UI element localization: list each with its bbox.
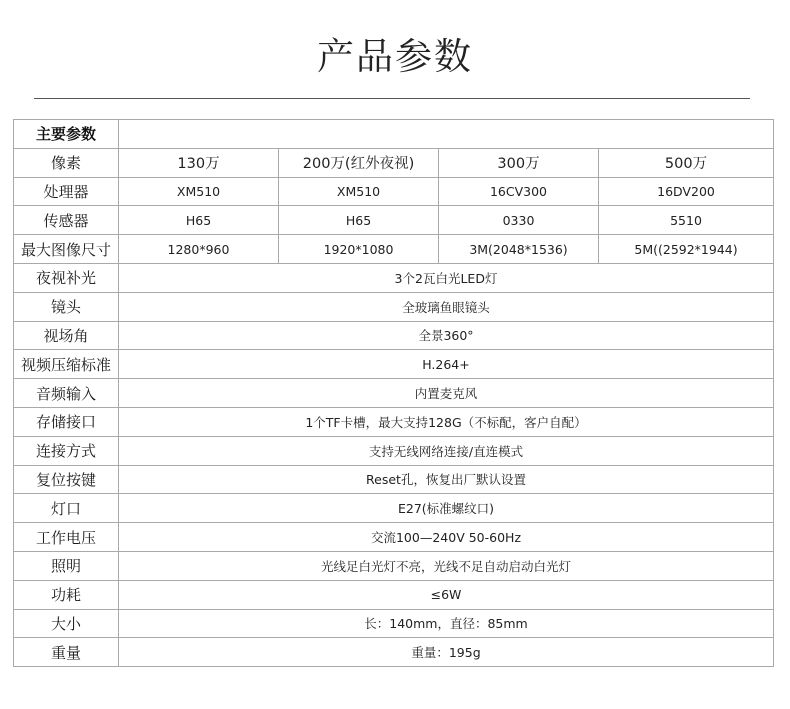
processor-value: 16DV200 — [599, 177, 774, 206]
row-label: 视场角 — [14, 321, 119, 350]
row-label: 处理器 — [14, 177, 119, 206]
size-row — [14, 609, 774, 638]
row-label: 存储接口 — [14, 407, 119, 436]
spec-table — [13, 119, 774, 667]
row-value: ≤6W — [119, 580, 774, 609]
lens-row — [14, 292, 774, 321]
row-label: 连接方式 — [14, 436, 119, 465]
header-blank-cell — [119, 120, 774, 149]
connection-row — [14, 436, 774, 465]
power-row — [14, 580, 774, 609]
image-size-value: 3M(2048*1536) — [439, 235, 599, 264]
night-light-row — [14, 263, 774, 292]
row-value: 3个2瓦白光LED灯 — [119, 263, 774, 292]
processor-value: XM510 — [279, 177, 439, 206]
video-compression-row — [14, 350, 774, 379]
processor-value: 16CV300 — [439, 177, 599, 206]
row-value: 1个TF卡槽，最大支持128G（不标配，客户自配） — [119, 407, 774, 436]
storage-row — [14, 407, 774, 436]
row-value: 光线足白光灯不亮，光线不足自动启动白光灯 — [119, 551, 774, 580]
max-image-size-row — [14, 235, 774, 264]
weight-row — [14, 638, 774, 667]
processor-value: XM510 — [119, 177, 279, 206]
row-label: 工作电压 — [14, 523, 119, 552]
pixel-value: 300万 — [439, 148, 599, 177]
row-value: 交流100—240V 50-60Hz — [119, 523, 774, 552]
row-label: 功耗 — [14, 580, 119, 609]
row-value: 全景360° — [119, 321, 774, 350]
image-size-value: 1920*1080 — [279, 235, 439, 264]
page-title: 产品参数 — [317, 35, 473, 78]
row-label: 最大图像尺寸 — [14, 235, 119, 264]
reset-button-row — [14, 465, 774, 494]
row-label: 重量 — [14, 638, 119, 667]
image-size-value: 5M((2592*1944) — [599, 235, 774, 264]
sensor-value: H65 — [279, 206, 439, 235]
row-value: E27(标准螺纹口) — [119, 494, 774, 523]
pixel-value: 500万 — [599, 148, 774, 177]
table-header-row — [14, 120, 774, 149]
sensor-row — [14, 206, 774, 235]
title-divider — [34, 98, 750, 99]
row-value: 全玻璃鱼眼镜头 — [119, 292, 774, 321]
sensor-value: 0330 — [439, 206, 599, 235]
row-value: 长：140mm，直径：85mm — [119, 609, 774, 638]
row-label: 大小 — [14, 609, 119, 638]
row-value: 支持无线网络连接/直连模式 — [119, 436, 774, 465]
pixel-row — [14, 148, 774, 177]
row-label: 视频压缩标准 — [14, 350, 119, 379]
lamp-socket-row — [14, 494, 774, 523]
row-value: H.264+ — [119, 350, 774, 379]
row-label: 复位按键 — [14, 465, 119, 494]
row-label: 传感器 — [14, 206, 119, 235]
row-label: 像素 — [14, 148, 119, 177]
audio-input-row — [14, 379, 774, 408]
field-of-view-row — [14, 321, 774, 350]
voltage-row — [14, 523, 774, 552]
row-label: 音频输入 — [14, 379, 119, 408]
row-label: 夜视补光 — [14, 263, 119, 292]
pixel-value: 130万 — [119, 148, 279, 177]
row-label: 镜头 — [14, 292, 119, 321]
sensor-value: 5510 — [599, 206, 774, 235]
row-value: 内置麦克风 — [119, 379, 774, 408]
pixel-value: 200万(红外夜视) — [279, 148, 439, 177]
sensor-value: H65 — [119, 206, 279, 235]
lighting-row — [14, 551, 774, 580]
main-params-label: 主要参数 — [14, 120, 119, 149]
processor-row — [14, 177, 774, 206]
row-value: Reset孔，恢复出厂默认设置 — [119, 465, 774, 494]
row-value: 重量：195g — [119, 638, 774, 667]
row-label: 照明 — [14, 551, 119, 580]
row-label: 灯口 — [14, 494, 119, 523]
image-size-value: 1280*960 — [119, 235, 279, 264]
